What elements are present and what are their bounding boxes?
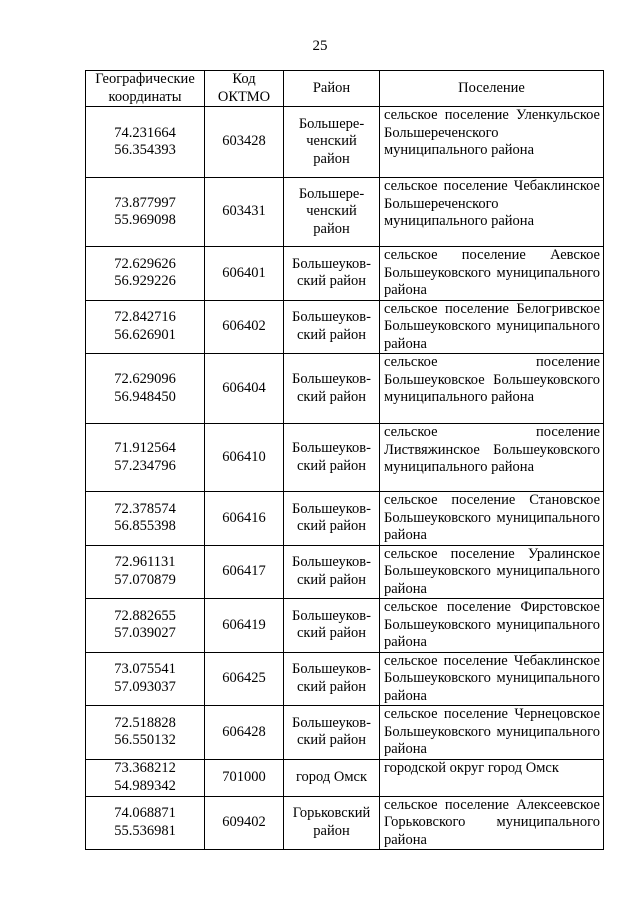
settlement-cell: сельское поселение Алексеевское Горьковского муниципального района — [380, 796, 604, 850]
table-row — [86, 545, 604, 599]
header-settlement: Поселение — [380, 71, 604, 107]
district-cell: Горьковский район — [284, 796, 380, 850]
settlement-cell: сельское поселение Становское Большеуковского муниципального района — [380, 492, 604, 546]
latitude-value: 55.969098 — [114, 212, 176, 228]
table-header-row — [86, 71, 604, 107]
longitude-value: 72.842716 — [114, 309, 176, 326]
oktmo-code-cell: 603431 — [205, 178, 284, 247]
oktmo-code-cell: 606425 — [205, 652, 284, 706]
table-row — [86, 492, 604, 546]
longitude-value: 73.877997 — [114, 194, 176, 211]
latitude-value: 54.989342 — [114, 777, 176, 794]
coordinates-cell — [86, 424, 205, 492]
district-cell: Большеуков-ский район — [284, 247, 380, 301]
table-row — [86, 300, 604, 354]
longitude-value: 72.629626 — [114, 255, 176, 272]
coordinates-cell — [86, 652, 205, 706]
oktmo-code-cell: 609402 — [205, 796, 284, 850]
coordinates-cell — [86, 706, 205, 760]
coordinates-cell — [86, 247, 205, 301]
oktmo-code-cell: 606417 — [205, 545, 284, 599]
longitude-value: 74.068871 — [114, 805, 176, 822]
district-cell: Большеуков-ский район — [284, 300, 380, 354]
oktmo-code-cell: 606401 — [205, 247, 284, 301]
settlement-cell: сельское поселение Листвяжинское Большеуковского муниципального района — [380, 424, 604, 492]
table-row — [86, 354, 604, 424]
latitude-value: 56.626901 — [114, 326, 176, 343]
settlement-cell: сельское поселение Чернецовское Большеуковского муниципального района — [380, 706, 604, 760]
oktmo-code-cell: 606402 — [205, 300, 284, 354]
district-cell: город Омск — [284, 759, 380, 796]
settlement-cell: сельское поселение Уленкульское Большереченского муниципального района — [380, 107, 604, 178]
coordinates-cell — [86, 796, 205, 850]
settlement-cell: сельское поселение Большеуковское Большеуковского муниципального района — [380, 354, 604, 424]
settlement-cell: сельское поселение Белогривское Большеуковского муниципального района — [380, 300, 604, 354]
page-number: 25 — [312, 38, 328, 54]
coordinates-cell — [86, 107, 205, 178]
table-row — [86, 599, 604, 653]
coordinates-cell — [86, 354, 205, 424]
district-cell: Большеуков-ский район — [284, 599, 380, 653]
coordinates-cell — [86, 599, 205, 653]
table-row — [86, 652, 604, 706]
longitude-value: 73.075541 — [114, 661, 176, 678]
coordinates-cell — [86, 178, 205, 247]
longitude-value: 72.629096 — [114, 371, 176, 387]
district-cell: Большере-ченский район — [284, 178, 380, 247]
settlements-table — [85, 70, 604, 850]
oktmo-code-cell: 606419 — [205, 599, 284, 653]
settlement-cell: сельское поселение Чебаклинское Большеуковского муниципального района — [380, 652, 604, 706]
latitude-value: 56.929226 — [114, 273, 176, 290]
latitude-value: 56.948450 — [114, 388, 176, 405]
district-cell: Большеуков-ский район — [284, 492, 380, 546]
table-row — [86, 796, 604, 850]
header-coordinates: Географические координаты — [86, 71, 205, 107]
district-cell: Большере-ченский район — [284, 107, 380, 178]
oktmo-code-cell: 606404 — [205, 354, 284, 424]
latitude-value: 57.234796 — [114, 457, 176, 474]
oktmo-code-cell: 606410 — [205, 424, 284, 492]
longitude-value: 72.378574 — [114, 500, 176, 517]
table-row — [86, 247, 604, 301]
district-cell: Большеуков-ский район — [284, 545, 380, 599]
longitude-value: 72.882655 — [114, 607, 176, 624]
district-cell: Большеуков-ский район — [284, 652, 380, 706]
coordinates-cell — [86, 492, 205, 546]
oktmo-code-cell: 606428 — [205, 706, 284, 760]
settlement-cell: сельское поселение Фирстовское Большеуковского муниципального района — [380, 599, 604, 653]
table-row — [86, 706, 604, 760]
district-cell: Большеуков-ский район — [284, 424, 380, 492]
header-district: Район — [284, 71, 380, 107]
header-oktmo-code: Код ОКТМО — [205, 71, 284, 107]
oktmo-code-cell: 603428 — [205, 107, 284, 178]
district-cell: Большеуков-ский район — [284, 706, 380, 760]
settlement-cell: сельское поселение Чебаклинское Большереченского муниципального района — [380, 178, 604, 247]
latitude-value: 56.354393 — [114, 142, 176, 158]
settlement-cell: сельское поселение Уралинское Большеуковского муниципального района — [380, 545, 604, 599]
longitude-value: 73.368212 — [114, 760, 176, 776]
oktmo-code-cell: 701000 — [205, 759, 284, 796]
table-row — [86, 424, 604, 492]
district-cell: Большеуков-ский район — [284, 354, 380, 424]
latitude-value: 56.550132 — [114, 732, 176, 749]
table-row — [86, 107, 604, 178]
longitude-value: 72.518828 — [114, 714, 176, 731]
latitude-value: 57.093037 — [114, 678, 176, 695]
table-row — [86, 759, 604, 796]
coordinates-cell — [86, 759, 205, 796]
settlement-cell: сельское поселение Аевское Большеуковского муниципального района — [380, 247, 604, 301]
settlement-cell: городской округ город Омск — [380, 759, 604, 796]
longitude-value: 74.231664 — [114, 124, 176, 141]
longitude-value: 72.961131 — [114, 554, 176, 571]
table-row — [86, 178, 604, 247]
coordinates-cell — [86, 545, 205, 599]
latitude-value: 55.536981 — [114, 822, 176, 839]
latitude-value: 57.070879 — [114, 571, 176, 588]
coordinates-cell — [86, 300, 205, 354]
longitude-value: 71.912564 — [114, 440, 176, 456]
oktmo-code-cell: 606416 — [205, 492, 284, 546]
latitude-value: 57.039027 — [114, 625, 176, 642]
latitude-value: 56.855398 — [114, 518, 176, 535]
